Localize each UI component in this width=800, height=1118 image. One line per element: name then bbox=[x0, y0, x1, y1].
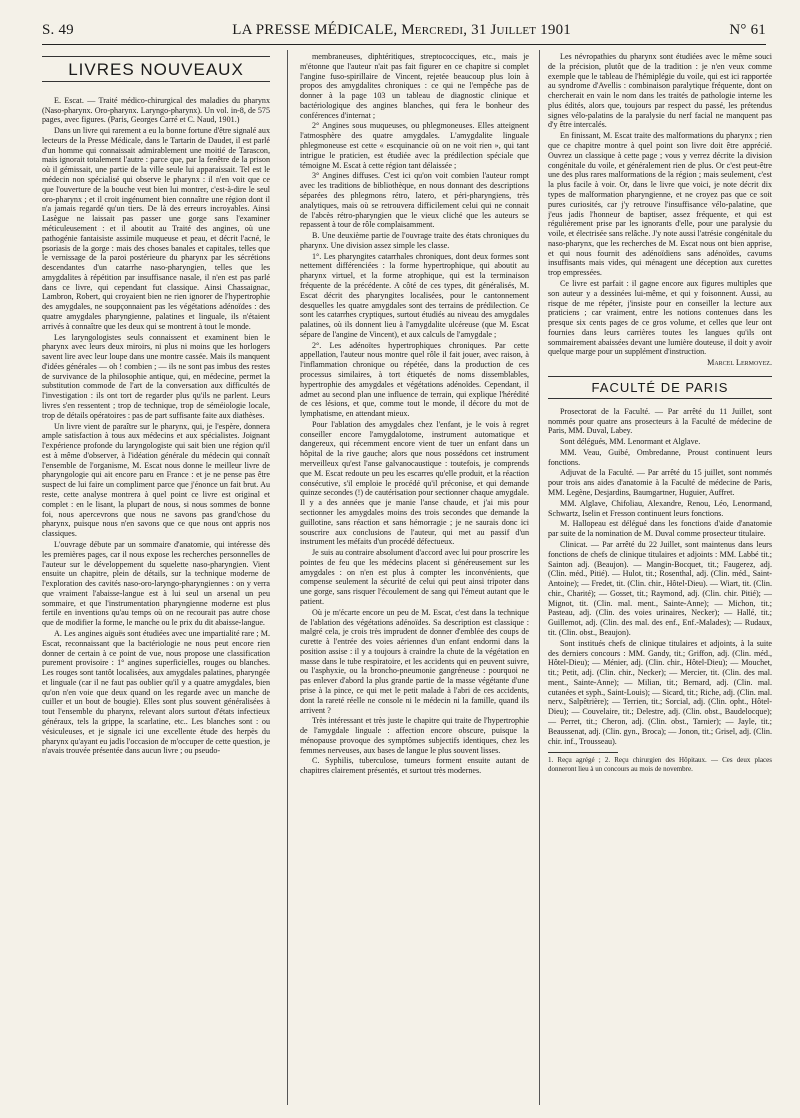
footnote-rule bbox=[548, 752, 618, 753]
paragraph: Les laryngologistes seuls connaissent et examinent bien le pharynx avec leurs deux miroirs, ni plus ni moins que les horlogers savent lire avec leur loupe dans une montre cassée. Mais ils manquent d'idées générales — oh ! combien ; — ils ne sont pas imbus des restes de survivance de la philosophie antique, qui, en médecine, permet la substitution commode de l'art de la conversation aux difficultés de l'investigation : ils ont tort de regarder plus qu'ils ne parlent. Leurs livres s'en ressentent ; trop de technique, trop de séméiologie locale, trop de détails opératoires : pas de part suffisante faite aux diathèses. bbox=[42, 332, 270, 420]
paragraph: Où je m'écarte encore un peu de M. Escat, c'est dans la technique de l'ablation des végétations adénoïdes. Sa description est classique : malgré cela, je crois très imprudent de donner d'emblée des coups de curette à l'entrée des voies aériennes d'un enfant endormi dans la position assise : il y a toujours à craindre la chute de la végétation en masse dans le tube respiratoire, et les accidents qui en peuvent suivre, ou l'asphyxie, ou la broncho-pneumonie gangréneuse : pourquoi ne pas enlever d'abord la plus grande partie de la masse végétante d'une prise à la pince, ce qui met le petit malade à l'abri de ces accidents, dont la rareté réelle ne console ni le médecin ni la famille, quand ils arrivent ? bbox=[300, 607, 529, 715]
column-2 bbox=[300, 52, 529, 1104]
paragraph: Prosectorat de la Faculté. — Par arrêté du 11 Juillet, sont nommés pour quatre ans prosecteurs à la Faculté de médecine de Paris, MM. Duval, Labey. bbox=[548, 406, 772, 436]
paragraph: 1°. Les pharyngites catarrhales chroniques, dont deux formes sont nettement différenciées : la forme hypertrophique, qui aboutit au pharynx virtuel, et la forme atrophique, qui est la terminaison fréquente de la précédente. A côté de ces types, dit généralisés, M. Escat décrit des pharyngites localisées, pour le cantonnement desquelles les quatre amygdales sont des terrains de prédilection. Ce sont les catarrhes cryptiques, surtout étudiés au niveau des amygdales palatines, où ils donnent lieu à l'amygdalite ulcéreuse (que M. Escat sépare de l'angine de Vincent), et aux calculs de l'amygdale ; bbox=[300, 251, 529, 339]
footnote: 1. Reçu agrégé ; 2. Reçu chirurgien des Hôpitaux. — Ces deux places donneront lieu à un concours au mois de novembre. bbox=[548, 756, 772, 773]
paragraph: 2°. Les adénoïtes hypertrophiques chroniques. Par cette appellation, l'auteur nous montre quel rôle il fait jouer, avec raison, à l'inflammation chronique ou répétée, dans la production de ces processus similaires, à tort étiquetés de noms dissemblables, hypertrophie des amygdales et végétations adénoïdes. Cependant, il admet au second plan une influence de terrain, qui explique l'hérédité de ces lésions, et que, comme tout le monde, il décore du mot de lymphatisme, en attendant mieux. bbox=[300, 340, 529, 419]
paragraph: Pour l'ablation des amygdales chez l'enfant, je le vois à regret conseiller encore l'amygdalotome, instrument automatique et dangereux, qui récemment encore vient de tuer un enfant dans un hôpital de la rive gauche; alors que nous possédons cet instrument merveilleux qu'est l'anse galvanocaustique : toutefois, je comprends que M. Escat redoute un peu les escarres qu'elle produit, et la réaction consécutive, s'il emploie le procédé qu'il préconise, et qui demande quinze secondes (!) de cautérisation pour sectionner chaque amygdale. Il y a des années que je manie l'anse chaude, et j'ai mis pour sectionner les amygdales moins des trois secondes que demande la guillotine, sans réaction et sans hémorragie ; je ne saurais donc ici souscrire aux conclusions de l'auteur, qui met au passif d'un instrument les méfaits d'un procédé défectueux. bbox=[300, 419, 529, 547]
page-header bbox=[42, 22, 766, 44]
paragraph: M. Hallopeau est délégué dans les fonctions d'aide d'anatomie par suite de la nomination de M. Duval comme prosecteur titulaire. bbox=[548, 519, 772, 539]
paragraph: Dans un livre qui rarement a eu la bonne fortune d'être signalé aux lecteurs de la Presse Médicale, dans le Tartarin de Daudet, il est parlé d'un homme qui connaissait admirablement une moitié de Tarascon, mais ignorait totalement l'autre : parce que, par la fenêtre de la prison où il gémissait, une partie de la ville seule lui apparaissait. Tel est le médecin non spécialisé qui observe le pharynx : il n'en voit que ce que l'ouverture de la bouche veut bien lui montrer, c'est-à-dire le seul oro-pharynx ; et il croit ingénument bien connaître une région dont il n'a jamais regardé qu'un tiers. De là des erreurs incroyables. Ainsi Lasègue ne laissait pas passer une gorge sans l'examiner méticuleusement : et il aboutit au Traité des angines, où une pathogénie fantaisiste assimile muqueuse et peau, et décrit l'acné, le psoriasis de la gorge : mais des choses banales et capitales, telles que le vernissage de la paroi postérieure du pharynx par les sécrétions descendantes d'un catarrhe naso-pharyngien, telles que les amygdalites à répétition par insuffisance nasale, il n'en est pas parlé dans ce livre, qui cependant fut classique. Ainsi Chassaignac, Lambron, Robert, qui croyaient bien ne rien ignorer de l'hypertrophie des amygdales, ne soupçonnaient pas les végétations adénoïdes : des quatre amygdales pharyngienne, palatines et linguale, ils n'étaient arrivés à connaître que les deux qui se montrent à tout le monde. bbox=[42, 126, 270, 331]
paragraph: Très intéressant et très juste le chapitre qui traite de l'hypertrophie de l'amygdale linguale : affection encore obscure, puisque la ménopause provoque des symptômes subjectifs identiques, chez les femmes nerveuses, aux bases de langue le plus souvent lisses. bbox=[300, 716, 529, 755]
section-title-livres: LIVRES NOUVEAUX bbox=[42, 56, 270, 82]
paragraph: Sont institués chefs de clinique titulaires et adjoints, à la suite des derniers concours : MM. Gandy, tit.; Griffon, adj. (Clin. méd., Hôtel-Dieu); — Ménier, adj. (Clin. chir., Hôtel-Dieu); — Mouchet, tit.; Petit, adj. (Clin. chir., Necker); — Mercier, tit. (Clin. des mal. ment., Sainte-Anne); — Milian, tit.; Bernard, adj. (Clin. mal. cutanées et syph., Saint-Louis); — Sicard, tit.; Riche, adj. (Clin. mal. nerv., Salpêtrière); — Terrien, tit.; Sorcial, adj. (Clin. opht., Hôtel-Dieu); — Couvelaire, tit.; Delestre, adj. (Clin. obst., Baudelocque); — Perret, tit.; Cheron, adj. (Clin. obst., Tarnier); — Jayle, tit.; Beaussenat, adj. (Clin. gyn., Broca); — Jonon, tit.; Grisel, adj. (Clin. chir. inf., Trousseau). bbox=[548, 638, 772, 746]
paragraph: Adjuvat de la Faculté. — Par arrêté du 15 juillet, sont nommés pour trois ans aides d'anatomie à la Faculté de médecine de Paris, MM. Legène, Desjardins, Baumgartner, Huguier, Auffret. bbox=[548, 468, 772, 498]
paragraph: Les névropathies du pharynx sont étudiées avec le même souci de la précision, plutôt que de la tradition : je n'en veux comme exemple que le tableau de l'hémiplégie du voile, qui est ici rapportée au syndrome d'Avellis : combinaison paralytique fréquente, dont on chercherait en vain le nom dans les traités de pathologie interne les plus édités, alors que, toujours par respect du passé, les prétendus signes vélo-palatins de la paralysie du nerf facial ne manquent pas d'y être intercalés. bbox=[548, 52, 772, 130]
paragraph: Ce livre est parfait : il gagne encore aux figures multiples que son auteur y a dessinées lui-même, et qui y foisonnent. Aussi, au risque de me répéter, j'insiste pour en conseiller la lecture aux praticiens ; car vraiment, entre les notions contenues dans les presque six cents pages de ce gros volume, et celles que leur ont fournies dans leurs carrières toutes les langues qu'ils ont sommairement abaissées devant une lumière douteuse, il doit y avoir quelque marge pour un supplément d'instruction. bbox=[548, 278, 772, 357]
paragraph: A. Les angines aiguës sont étudiées avec une impartialité rare ; M. Escat, reconnaissant que la bactériologie ne nous peut encore rien donner de certain à ce point de vue, nous propose une classification purement provisoire : 1° angines superficielles, rouges ou blanches. Les rouges sont tantôt localisées, aux amygdales palatines, pharyngée et linguale (car il ne faut pas oublier qu'il y a quatre amygdales, bien qu'on n'en voie que deux quand on les regarde avec un manche de cuiller et un bout de bougie). Elles sont plus souvent généralisées à tout l'ensemble du pharynx, relevant alors surtout d'états infectieux généraux, tels la grippe, la scarlatine, etc.. Les blanches sont : ou vésiculeuses, et je signale ici une excellente étude des herpès du pharynx qu'ayant eu jadis l'occasion de m'occuper de cette question, je n'avais trouvée présentée dans aucun livre ; ou pseudo- bbox=[42, 628, 270, 756]
issue-number: N° 61 bbox=[729, 22, 766, 38]
paragraph: 3° Angines diffuses. C'est ici qu'on voit combien l'auteur rompt avec les traditions de bibliothèque, en nous donnant des descriptions séparées des phlegmons rétro, latero, et péri-pharyngiens, très analytiques, mais où se retrouvera difficilement celui qui ne connait de l'abcès rétro-pharyngien que le vieux cliché que les auteurs se repassent à tour de rôle complaisamment. bbox=[300, 171, 529, 230]
paragraph: 2° Angines sous muqueuses, ou phlegmoneuses. Elles atteignent l'atmosphère des quatre amygdales. L'amygdalite linguale phlegmoneuse est cette « escquinancie où on ne voit rien », qui tant intrigue le praticien, est étudiée avec la prédilection spéciale que témoigne M. Escat à cette région tant délaissée ; bbox=[300, 121, 529, 170]
column-divider bbox=[287, 50, 288, 1105]
page-number: S. 49 bbox=[42, 22, 74, 38]
paragraph: MM. Veau, Guibé, Ombredanne, Proust continuent leurs fonctions. bbox=[548, 447, 772, 467]
header-rule bbox=[42, 44, 766, 45]
paragraph: En finissant, M. Escat traite des malformations du pharynx ; rien que ce chapitre montre à quel point son livre doit être apprécié. Ouvrez un classique à cette page ; vous y verrez décrite la division congénitale du voile, et généralement rien de plus. Or c'est peut-être une des plus rares malformations de la région ; mais seulement, c'est la plus facile à voir. Or, dans le livre que voici, je note décrit dix types de malformation pharyngienne, et ne croyez pas que ce soit pures curiosités, car j'y retrouve l'insuffisance vélo-palatine, que j'eus jadis l'honneur de baptiser, assez fréquente, et qui est régulièrement prise par les ignorants d'elle, pour une paralysie du voile, et électrisée sans relâche. J'y note aussi l'atrésie congénitale du naso-pharynx, que les recherches de M. Escat nous ont bien apprise, et qui nous fournit des adénoïdiens sans adénoïdes, cavums insuffisants mais vides, qui ménagent une déception aux curettes trop empressées. bbox=[548, 131, 772, 278]
section-title-faculte: FACULTÉ DE PARIS bbox=[548, 376, 772, 399]
paragraph: B. Une deuxième partie de l'ouvrage traite des états chroniques du pharynx. Une division assez simple les classe. bbox=[300, 231, 529, 250]
paragraph: membraneuses, diphtéritiques, streptococciques, etc., mais je m'étonne que l'auteur n'ait pas fait figurer en ce chapitre si complet l'angine fuso-spirillaire de Vincent, rejetée beaucoup plus loin à propos des amygdalites chroniques : ce qui ne l'empêche pas de donner à la page 103 un tableau de diagnostic clinique et bactériologique des angines blanches, qui fera le bonheur des conférences d'internat ; bbox=[300, 52, 529, 120]
journal-title: LA PRESSE MÉDICALE, Mercredi, 31 Juillet 1901 bbox=[232, 22, 571, 38]
paragraph: E. Escat. — Traité médico-chirurgical des maladies du pharynx (Naso-pharynx. Oro-pharynx. Laryngo-pharynx). Un vol. in-8, de 575 pages, avec figures. (Paris, Georges Carré et C. Naud, 1901.) bbox=[42, 95, 270, 125]
paragraph: MM. Alglave, Chifoliau, Alexandre, Renou, Léo, Lenormand, Schwartz, Iselin et Fresson continuent leurs fonctions. bbox=[548, 498, 772, 518]
paragraph: Je suis au contraire absolument d'accord avec lui pour proscrire les pointes de feu que les médecins placent si généreusement sur les amygdales : on n'en est plus à compter les inconvénients, que compense seulement la sécurité de celui qui peut ainsi tripoter dans une gorge, sans risquer l'écoulement de sang qui l'émeut autant que le patient. bbox=[300, 548, 529, 606]
paragraph: Un livre vient de paraître sur le pharynx, qui, je l'espère, donnera ample satisfaction à tous aux médecins et aux spécialistes. Joignant l'expérience profonde du laryngologiste qui sait bien une région qu'il est à même d'observer, à l'idéation générale du médecin qui connaît l'ensemble de l'organisme, M. Escat nous donne le meilleur livre de pharyngologie qui ait encore paru en France : et je ne pense pas être suspect de lui faire un compliment parce que j'énonce un fait brut. Au reste, cette analyse montrera à quel point ce livre est original et complet : en le lisant, la plupart de nous, si nous sommes de bonne foi, nous apercevrons que nous ne savons pas grand'chose du pharynx, puisque nous n'en savons que ce que nous ont appris nos classiques. bbox=[42, 421, 270, 539]
author-signature: Marcel Lermoyez. bbox=[707, 358, 772, 368]
column-divider bbox=[539, 50, 540, 1105]
paragraph: L'ouvrage débute par un sommaire d'anatomie, qui intéresse dès les premières pages, car il nous expose les recherches personnelles de l'auteur sur le développement du squelette naso-pharyngien. Vient ensuite un chapitre, plein de détails, sur la technique moderne de l'exploration des cavités naso-oro-laryngo-pharyngiennes : on y verra que vraiment l'abaisse-langue est à lui seul un arsenal un peu sommaire, et que l'instrumentation pharyngienne moderne est plus fertile en inventions qu'au temps où on ne recourait pas autre chose que de modifier la forme, le manche ou le prix du dit abaisse-langue. bbox=[42, 539, 270, 628]
paragraph: Clinicat. — Par arrêté du 22 Juillet, sont maintenus dans leurs fonctions de chefs de clinique titulaires et adjoints : MM. Labbé tit.; Sainton adj. (Beaujon). — Mangin-Bocquet, tit.; Faugerez, adj. (Clin. méd., Pitié). — Hulot, tit.; Rosenthal, adj. (Clin. méd., Saint-Antoine); — Fredet, tit. (Clin. chir., Hôtel-Dieu). — Wiart, tit. (Clin. chir., Charité); — Gosset, tit.; Raymond, adj. (Clin. chir. Pitié); — Mignot, tit. (Clin. mal. ment., Sainte-Anne); — Michon, tit.; Pasteau, adj. (Clin. des voies urinaires, Necker); — Hallé, tit.; Guillemot, adj. (Clin. des mal. des enf., Enf.-Malades); — Rudaux, tit. (Clin. obst., Beaujon). bbox=[548, 539, 772, 637]
paragraph: C. Syphilis, tuberculose, tumeurs forment ensuite autant de chapitres clairement présentés, et surtout très modernes. bbox=[300, 756, 529, 776]
column-1-body bbox=[42, 96, 270, 756]
paragraph: Sont délégués, MM. Lenormant et Alglave. bbox=[560, 437, 701, 447]
column-1 bbox=[42, 52, 270, 1104]
column-3 bbox=[548, 52, 772, 1104]
